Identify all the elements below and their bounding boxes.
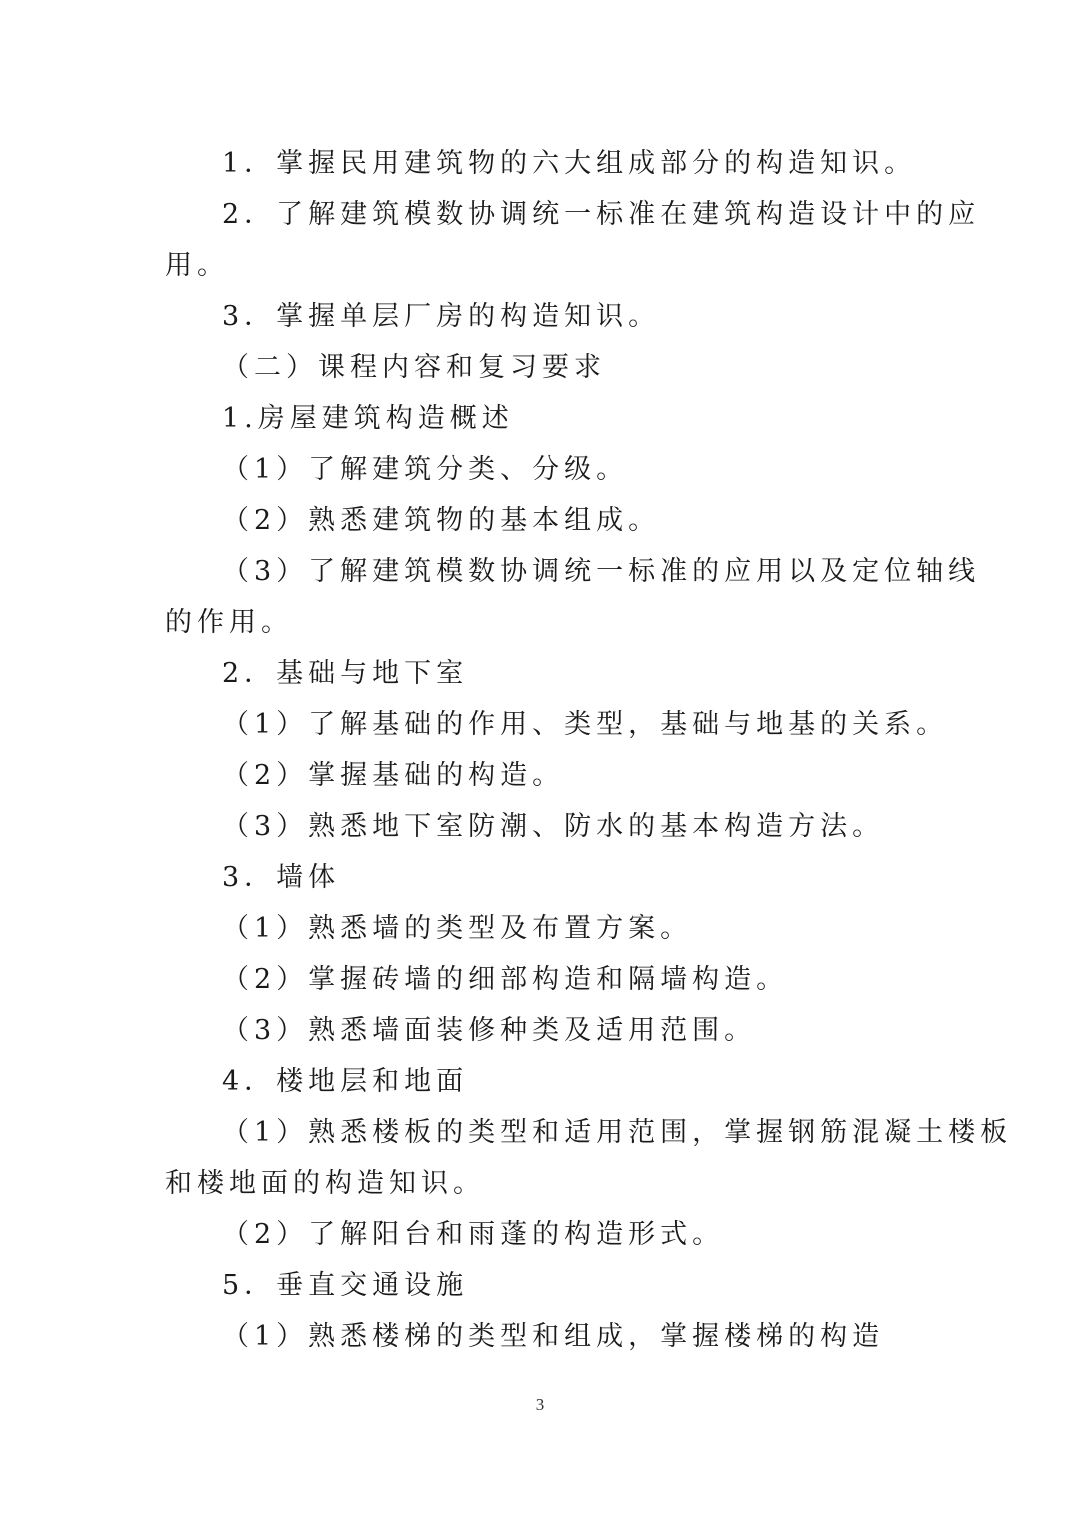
text-line: （2）掌握砖墙的细部构造和隔墙构造。 <box>222 964 789 995</box>
subsection-heading: 2．基础与地下室 <box>222 658 469 689</box>
text-line: （1）熟悉楼板的类型和适用范围，掌握钢筋混凝土楼板 <box>222 1117 1013 1148</box>
text-line: 3．掌握单层厂房的构造知识。 <box>222 301 661 332</box>
text-line: （2）熟悉建筑物的基本组成。 <box>222 505 661 536</box>
text-line: （3）熟悉墙面装修种类及适用范围。 <box>222 1015 757 1046</box>
text-line: （3）熟悉地下室防潮、防水的基本构造方法。 <box>222 811 885 842</box>
subsection-heading: 4．楼地层和地面 <box>222 1066 469 1097</box>
text-line: 和楼地面的构造知识。 <box>165 1168 485 1199</box>
text-line: （3）了解建筑模数协调统一标准的应用以及定位轴线 <box>222 556 981 587</box>
text-line: （1）了解建筑分类、分级。 <box>222 454 629 485</box>
subsection-heading: 3．墙体 <box>222 862 341 893</box>
document-body <box>165 138 1013 1362</box>
text-line: 用。 <box>165 250 229 281</box>
text-line: 2．了解建筑模数协调统一标准在建筑构造设计中的应 <box>222 199 981 230</box>
subsection-heading: 1.房屋建筑构造概述 <box>222 403 514 434</box>
text-line: （2）掌握基础的构造。 <box>222 760 565 791</box>
text-line: （1）了解基础的作用、类型，基础与地基的关系。 <box>222 709 949 740</box>
text-line: （1）熟悉楼梯的类型和组成，掌握楼梯的构造 <box>222 1321 885 1352</box>
section-heading: （二）课程内容和复习要求 <box>222 352 606 383</box>
text-line: （1）熟悉墙的类型及布置方案。 <box>222 913 693 944</box>
subsection-heading: 5．垂直交通设施 <box>222 1270 469 1301</box>
text-line: （2）了解阳台和雨蓬的构造形式。 <box>222 1219 725 1250</box>
text-line: 1．掌握民用建筑物的六大组成部分的构造知识。 <box>222 148 917 179</box>
page-number: 3 <box>535 1395 545 1414</box>
text-line: 的作用。 <box>165 607 293 638</box>
